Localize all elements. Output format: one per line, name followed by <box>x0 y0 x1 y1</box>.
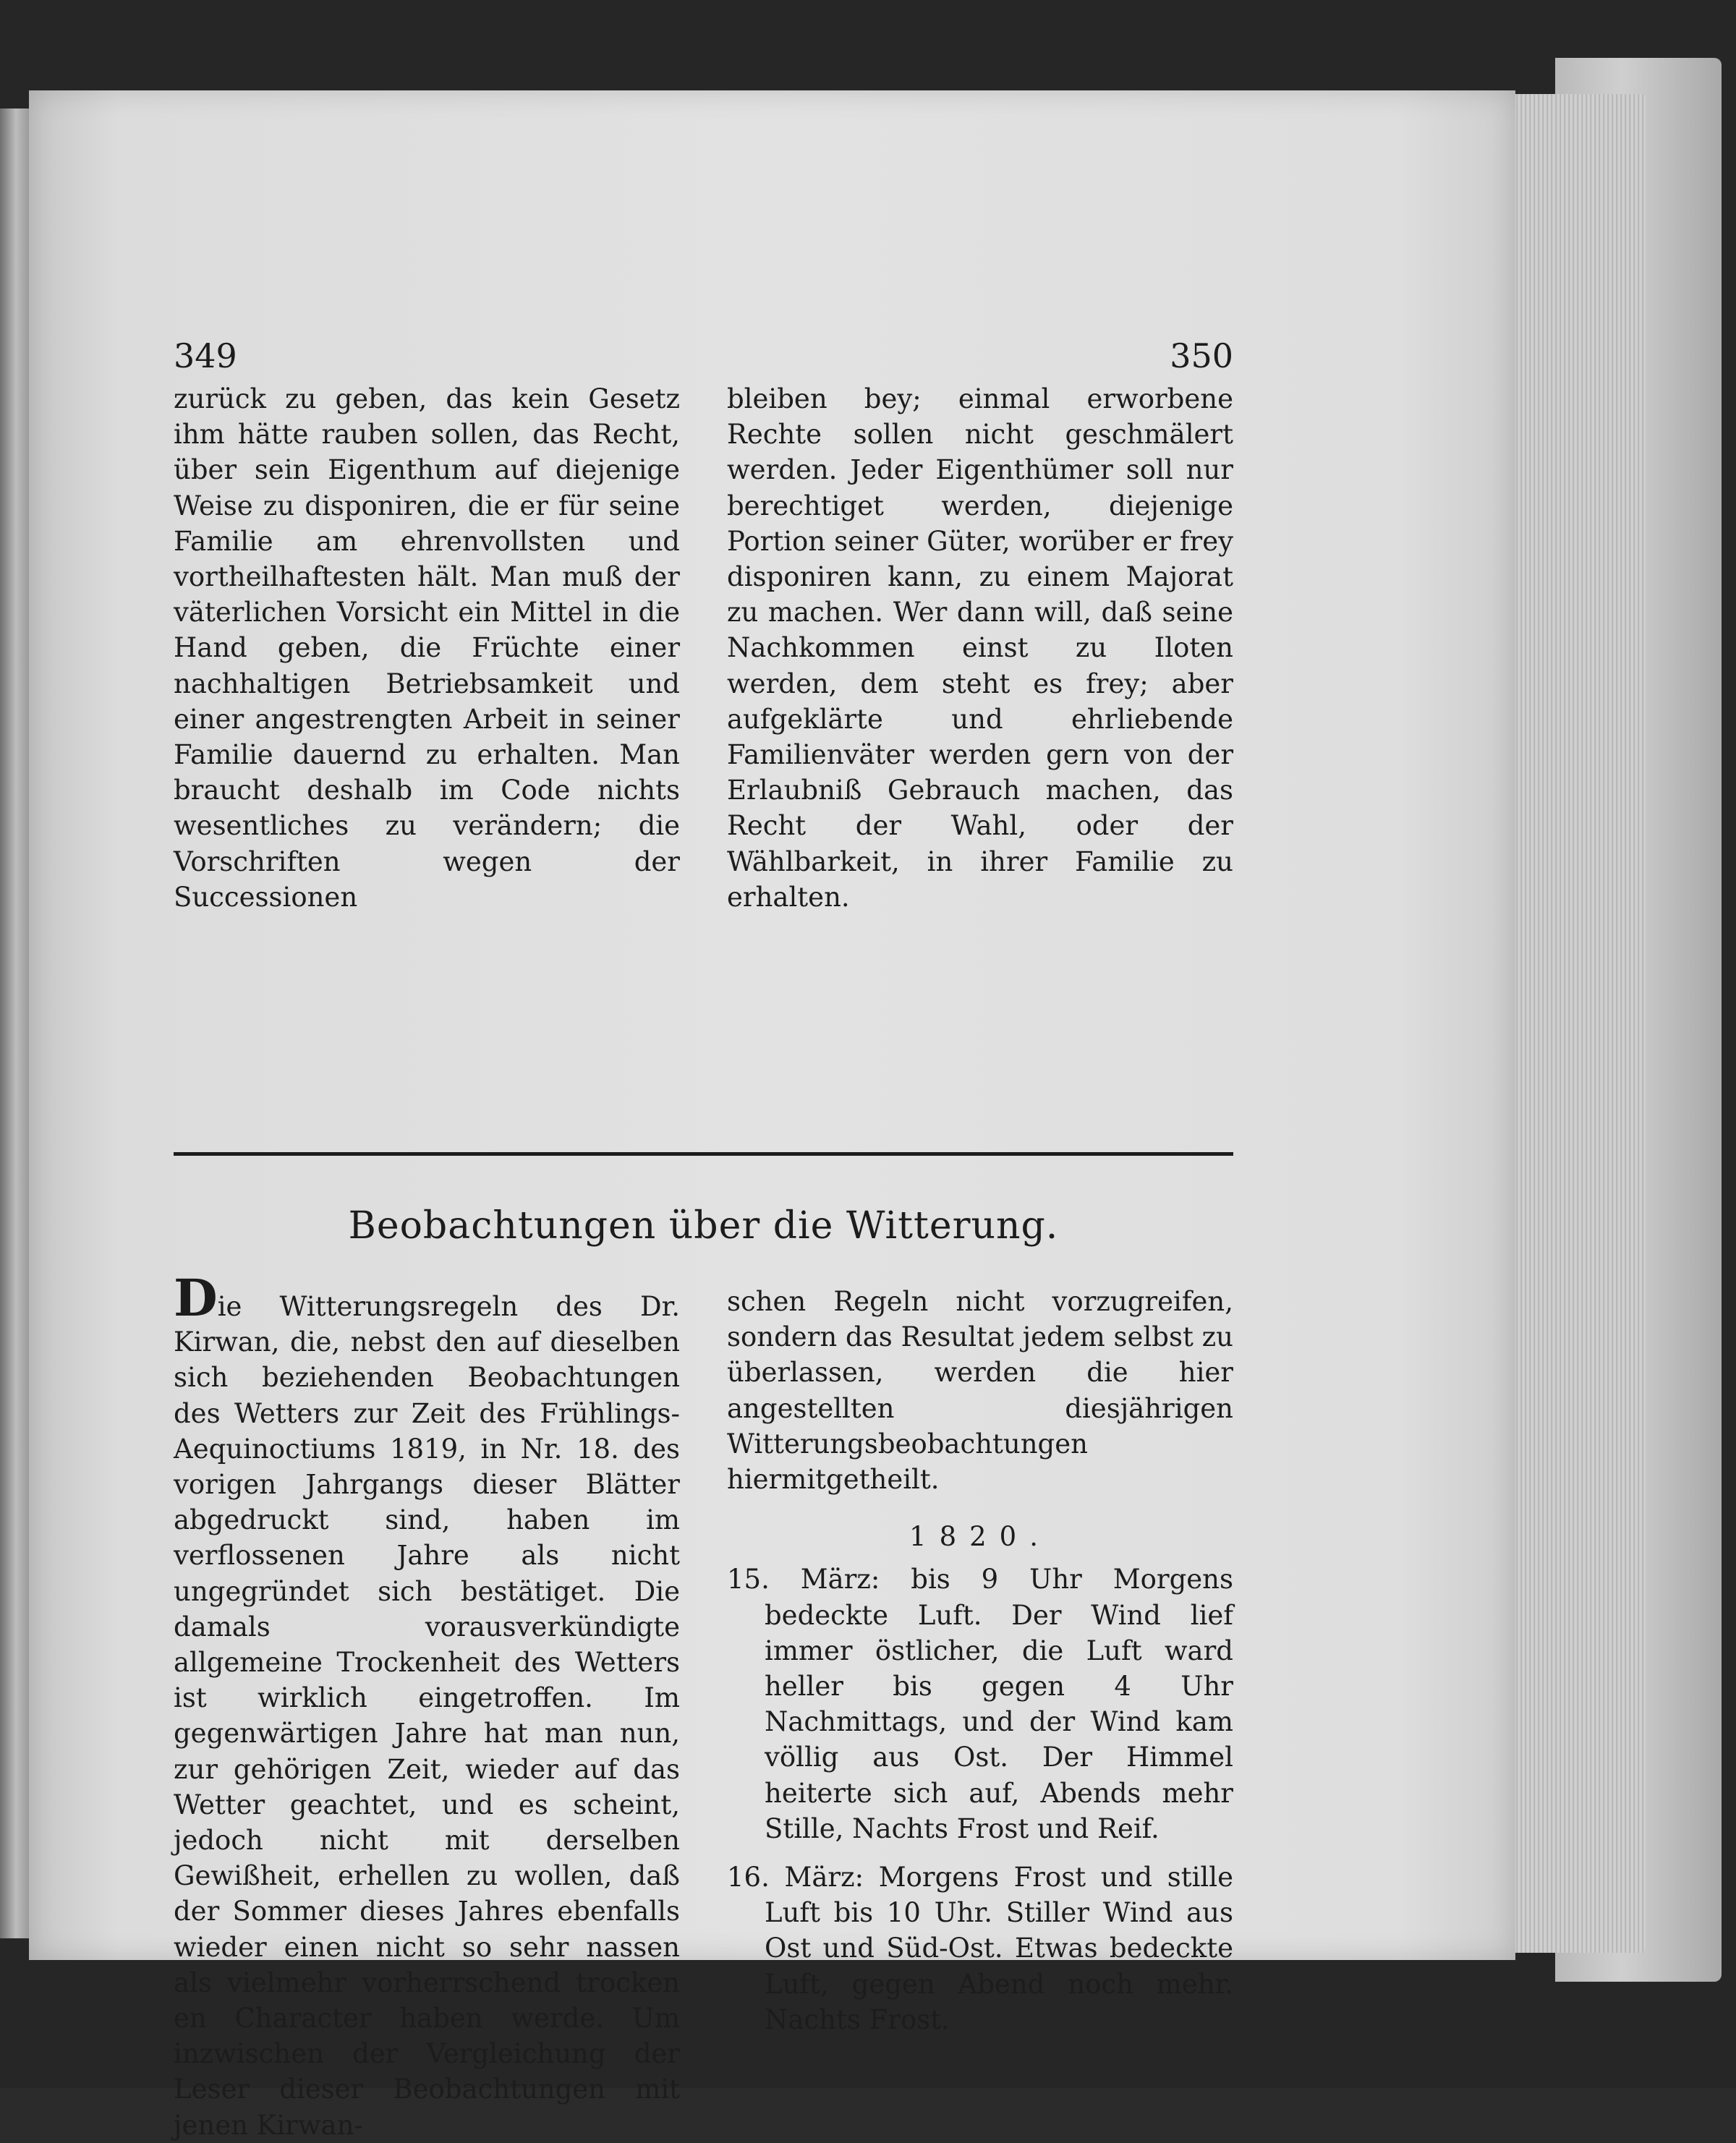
page-edges <box>1501 94 1646 1953</box>
page-number-right: 350 <box>1170 336 1233 375</box>
top-right-column <box>727 381 1233 915</box>
bottom-section <box>174 1268 1233 2143</box>
top-right-text: bleiben bey; einmal erworbene Rechte sollen nicht geschmälert werden. Jeder Eigenthümer soll nur berechtiget werden, diejenige Portion seiner Güter, worüber er frey disponiren kann, zu einem Majorat zu machen. Wer dann will, daß seine Nachkommen einst zu Iloten werden, dem steht es frey; aber aufgeklärte und ehrliebende Familienväter werden gern von der Erlaubniß Gebrauch machen, das Recht der Wahl, oder der Wählbarkeit, in ihrer Familie zu erhalten. <box>727 383 1233 913</box>
section-divider <box>174 1152 1233 1156</box>
page <box>29 90 1515 2141</box>
bottom-left-column <box>174 1268 680 2143</box>
bottom-right-column <box>727 1284 1233 2143</box>
top-left-column <box>174 381 680 915</box>
section-heading: Beobachtungen über die Witterung. <box>348 1204 1059 1248</box>
bottom-right-intro: schen Regeln nicht vorzugreifen, sondern das Resultat jedem selbst zu überlassen, werden die hier angestellten diesjährigen Witterungsbeobachtungen hiermitgetheilt. <box>727 1286 1233 1496</box>
top-left-text: zurück zu geben, das kein Gesetz ihm hätte rauben sollen, das Recht, über sein Eigenthum auf diejenige Weise zu disponiren, die er für seine Familie am ehrenvollsten und vortheilhaftesten hält. Man muß der väterlichen Vorsicht ein Mittel in die Hand geben, die Früchte einer nachhaltigen Betriebsamkeit und einer angestrengten Arbeit in seiner Familie dauernd zu erhalten. Man braucht deshalb im Code nichts wesentliches zu verändern; die Vorschriften wegen der Successionen <box>174 383 680 913</box>
weather-entry: 16. März: Morgens Frost und stille Luft bis 10 Uhr. Stiller Wind aus Ost und Süd-Ost. Etwas bedeckte Luft, gegen Abend noch mehr. Nachts Frost. <box>727 1862 1233 2035</box>
weather-entry: 15. März: bis 9 Uhr Morgens bedeckte Luft. Der Wind lief immer östlicher, die Luft ward heller bis gegen 4 Uhr Nachmittags, und der Wind kam völlig aus Ost. Der Himmel heiterte sich auf, Abends mehr Stille, Nachts Frost und Reif. <box>727 1564 1233 1844</box>
facing-page-edge <box>0 108 29 1938</box>
page-number-left: 349 <box>174 336 237 375</box>
drop-cap: D <box>174 1268 218 1328</box>
top-section <box>174 381 1233 915</box>
bottom-left-text: ie Witterungsregeln des Dr. Kirwan, die, nebst den auf dieselben sich beziehenden Beobachtungen des Wetters zur Zeit des Frühlings-Aequinoctiums 1819, in Nr. 18. des vorigen Jahrgangs dieser Blätter abgedruckt sind, haben im verflossenen Jahre als nicht ungegründet sich bestätiget. Die damals vorausverkündigte allgemeine Trockenheit des Wetters ist wirklich eingetroffen. Im gegenwärtigen Jahre hat man nun, zur gehörigen Zeit, wieder auf das Wetter geachtet, und es scheint, jedoch nicht mit derselben Gewißheit, erhellen zu wollen, daß der Sommer dieses Jahres ebenfalls wieder einen nicht so sehr nassen als vielmehr vorherrschend trocken en Character haben werde. Um inzwischen der Vergleichung der Leser dieser Beobachtungen mit jenen Kirwan- <box>174 1291 680 2141</box>
year-heading: 1820. <box>909 1521 1051 1553</box>
bottom-left-paragraph <box>174 1268 680 2143</box>
